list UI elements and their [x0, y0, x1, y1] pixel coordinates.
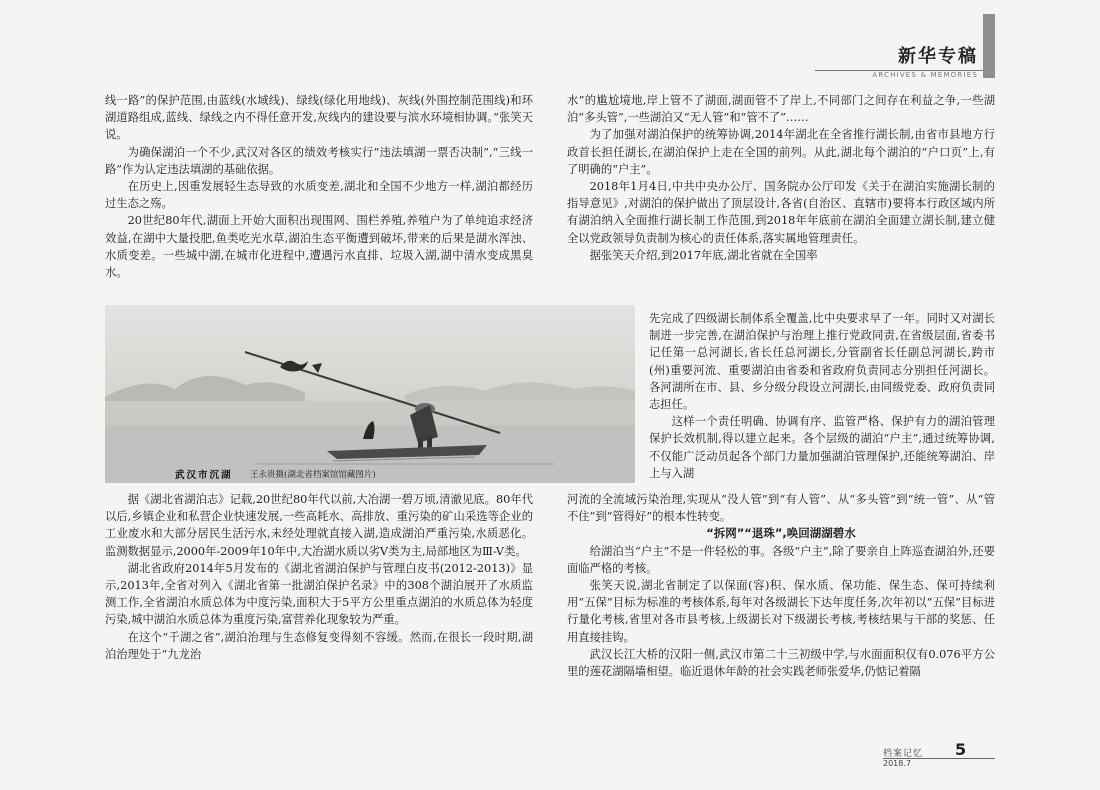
- lake-photo: [105, 305, 635, 483]
- paragraph: 据张笑天介绍,到2017年底,湖北省就在全国率: [589, 248, 818, 262]
- header-accent-bar: [983, 14, 995, 78]
- section-title: 新华专稿: [898, 46, 978, 67]
- journal-name: 档案记忆: [883, 749, 924, 759]
- paragraph: 湖北省政府2014年5月发布的《湖北省湖泊保护与管理白皮书(2012-2013)》显示,2013年,全省对列入《湖北省第一批湖泊保护名录》中的308个湖泊展开了水质监测工作,全省湖泊水质总体为中度污染,面积大于5平方公里重点湖泊的水质总体为轻度污染,城中湖泊水质总体为重度污染,富营养化现象较为严重。: [105, 561, 533, 627]
- paragraph: 20世纪80年代,湖面上开始大面积出现围网、围栏养殖,养殖户为了单纯追求经济效益,在湖中大量投肥,鱼类吃光水草,湖泊生态平衡遭到破坏,带来的后果是湖水浑浊、水质变差。一些城中湖,在城市化进程中,遭遇污水直排、垃圾入湖,湖中清水变成黑臭水。: [105, 214, 533, 280]
- photo-caption-credit: 王永贵摄(湖北省档案馆馆藏图片): [250, 470, 376, 480]
- left-column-top: [105, 92, 533, 281]
- paragraph: 2018年1月4日,中共中央办公厅、国务院办公厅印发《关于在湖泊实施湖长制的指导意见》,对湖泊的保护做出了顶层设计,各省(自治区、直辖市)要将本行政区域内所有湖泊纳入全面推行湖长制工作范围,到2018年年底前在湖泊全面建立湖长制,建立健全以党政领导负责制为核心的责任体系,落实属地管理责任。: [567, 180, 995, 245]
- paragraph: 武汉长江大桥的汉阳一侧,武汉市第二十三初级中学,与水面面积仅有0.076平方公里的莲花湖隔墙相望。临近退休年龄的社会实践老师张爱华,仍惦记着隔: [567, 647, 995, 679]
- paragraph: 这样一个责任明确、协调有序、监管严格、保护有力的湖泊管理保护长效机制,得以建立起来。各个层级的湖泊“户主”,通过统筹协调,不仅能广泛动员起各个部门力量加强湖泊管理保护,还能统筹湖泊、岸上与入湖: [649, 415, 995, 480]
- paragraph: 水”的尴尬境地,岸上管不了湖面,湖面管不了岸上,不同部门之间存在利益之争,一些湖泊“多头管”,一些湖泊又“无人管”和“管不了”……: [567, 94, 995, 125]
- paragraph: 给湖泊当“户主”不是一件轻松的事。各级“户主”,除了要亲自上阵巡查湖泊外,还要面临严格的考核。: [567, 544, 995, 575]
- page-number: 5: [955, 740, 967, 759]
- photo-caption-place: 武汉市沉湖: [175, 470, 233, 481]
- paragraph: 据《湖北省湖泊志》记载,20世纪80年代以前,大冶湖一碧万顷,清澈见底。80年代以后,乡镇企业和私营企业快速发展,一些高耗水、高排放、重污染的矿山采选等企业的工业废水和大部分居民生活污水,未经处理就直接入湖,造成湖泊严重污染,水质恶化。监测数据显示,2000年-2009年10年中,大冶湖水质以劣V类为主,局部地区为Ⅲ-V类。: [105, 493, 533, 558]
- lake-photo-illustration: [105, 305, 635, 483]
- paragraph: 在历史上,因重发展轻生态导致的水质变差,湖北和全国不少地方一样,湖泊都经历过生态之殇。: [105, 180, 533, 211]
- issue-date: 2018.7: [883, 759, 911, 768]
- paragraph: 为了加强对湖泊保护的统筹协调,2014年湖北在全省推行湖长制,由省市县地方行政首长担任湖长,在湖泊保护上走在全国的前列。从此,湖北每个湖泊的“户口页”上,有了明确的“户主”。: [567, 128, 995, 176]
- subheading: “拆网”“退珠”,唤回湖湖碧水: [706, 526, 856, 541]
- section-subtitle: ARCHIVES & MEMORIES: [872, 71, 978, 79]
- paragraph: 张笑天说,湖北省制定了以保面(容)积、保水质、保功能、保生态、保可持续利用“五保”目标为标准的考核体系,每年对各级湖长下达年度任务,次年初以“五保”目标进行量化考核,省里对各市县考核,上级湖长对下级湖长考核,考核结果与干部的奖惩、任用直接挂钩。: [567, 579, 995, 644]
- paragraph: 先完成了四级湖长制体系全覆盖,比中央要求早了一年。同时又对湖长制进一步完善,在湖泊保护与治理上推行党政同责,在省级层面,省委书记任第一总河湖长,省长任总河湖长,分管副省长任副总河湖长,跨市(州)重要河流、重要湖泊由省委和省政府负责同志分别担任河湖长。各河湖所在市、县、乡分级分段设立河湖长,由同级党委、政府负责同志担任。: [649, 312, 995, 412]
- paragraph: 线一路”的保护范围,由蓝线(水域线)、绿线(绿化用地线)、灰线(外围控制范围线)和环湖道路组成,蓝线、绿线之内不得任意开发,灰线内的建设要与滨水环境相协调。”张笑天说。: [105, 94, 533, 142]
- paragraph: 在这个“千湖之省”,湖泊治理与生态修复变得刻不容缓。然而,在很长一段时期,湖泊治理处于“九龙治: [105, 630, 533, 661]
- right-column-bottom: [567, 491, 995, 680]
- left-column-bottom: [105, 491, 533, 663]
- right-column-top: [567, 92, 995, 264]
- paragraph: 河流的全流域污染治理,实现从“没人管”到“有人管”、从“多头管”到“统一管”、从“管不住”到“管得好”的根本性转变。: [567, 493, 995, 524]
- paragraph: 为确保湖泊一个不少,武汉对各区的绩效考核实行“违法填湖一票否决制”,“三线一路”作为认定违法填湖的基础依据。: [105, 145, 533, 176]
- right-column-narrow: [649, 310, 995, 482]
